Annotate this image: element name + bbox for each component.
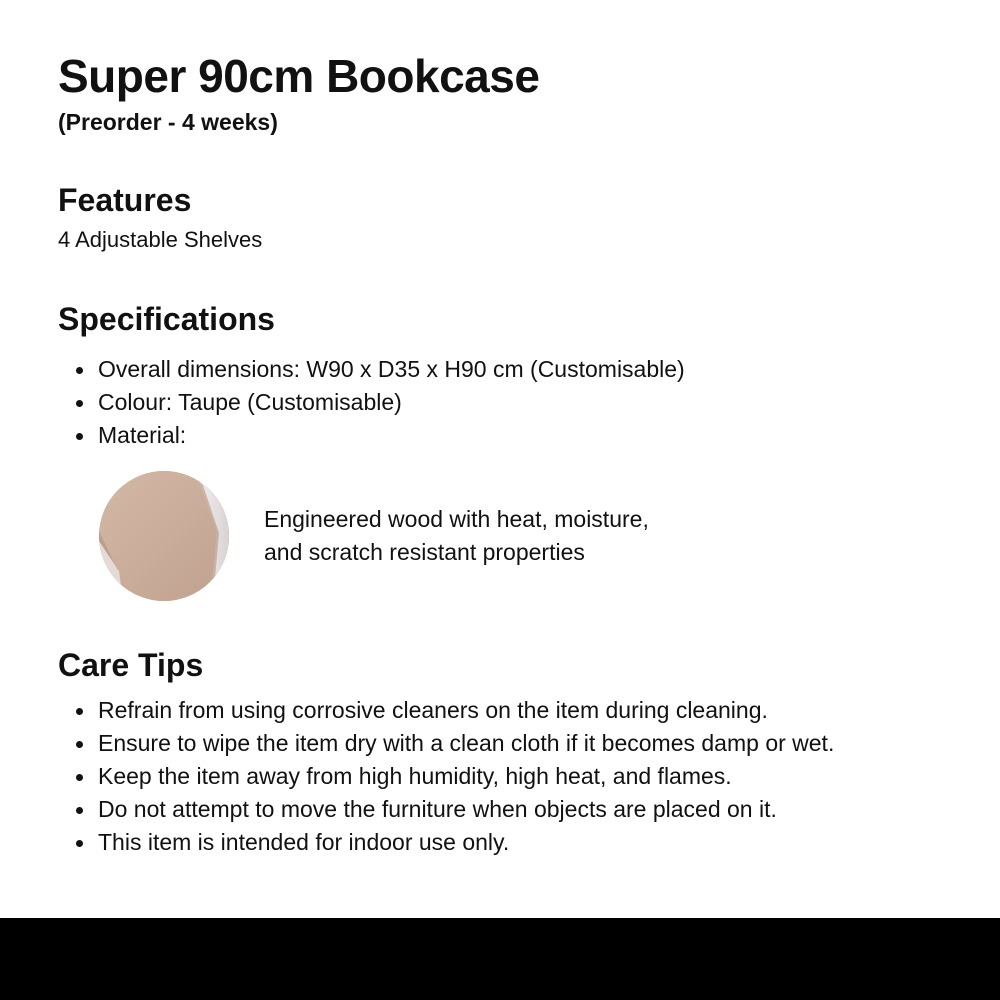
material-description [264,503,649,569]
spec-material: Material: [58,419,685,452]
care-tips-heading: Care Tips [58,647,204,683]
care-tips-list [58,694,834,859]
features-heading: Features [58,182,192,218]
care-tip-item: This item is intended for indoor use only. [58,826,834,859]
material-swatch-graphic [99,471,229,601]
page-title: Super 90cm Bookcase [58,50,540,102]
footer-bar [0,918,1000,1000]
material-description-line-1: Engineered wood with heat, moisture, [264,506,649,532]
care-tip-item: Do not attempt to move the furniture when objects are placed on it. [58,793,834,826]
preorder-note: (Preorder - 4 weeks) [58,109,278,135]
care-tip-item: Refrain from using corrosive cleaners on the item during cleaning. [58,694,834,727]
care-tip-item: Ensure to wipe the item dry with a clean cloth if it becomes damp or wet. [58,727,834,760]
material-swatch-image [99,471,229,601]
spec-colour: Colour: Taupe (Customisable) [58,386,685,419]
care-tip-item: Keep the item away from high humidity, high heat, and flames. [58,760,834,793]
material-description-line-2: and scratch resistant properties [264,539,585,565]
specifications-list [58,353,685,452]
specifications-heading: Specifications [58,301,275,337]
features-text: 4 Adjustable Shelves [58,227,263,252]
spec-dimensions: Overall dimensions: W90 x D35 x H90 cm (Customisable) [58,353,685,386]
